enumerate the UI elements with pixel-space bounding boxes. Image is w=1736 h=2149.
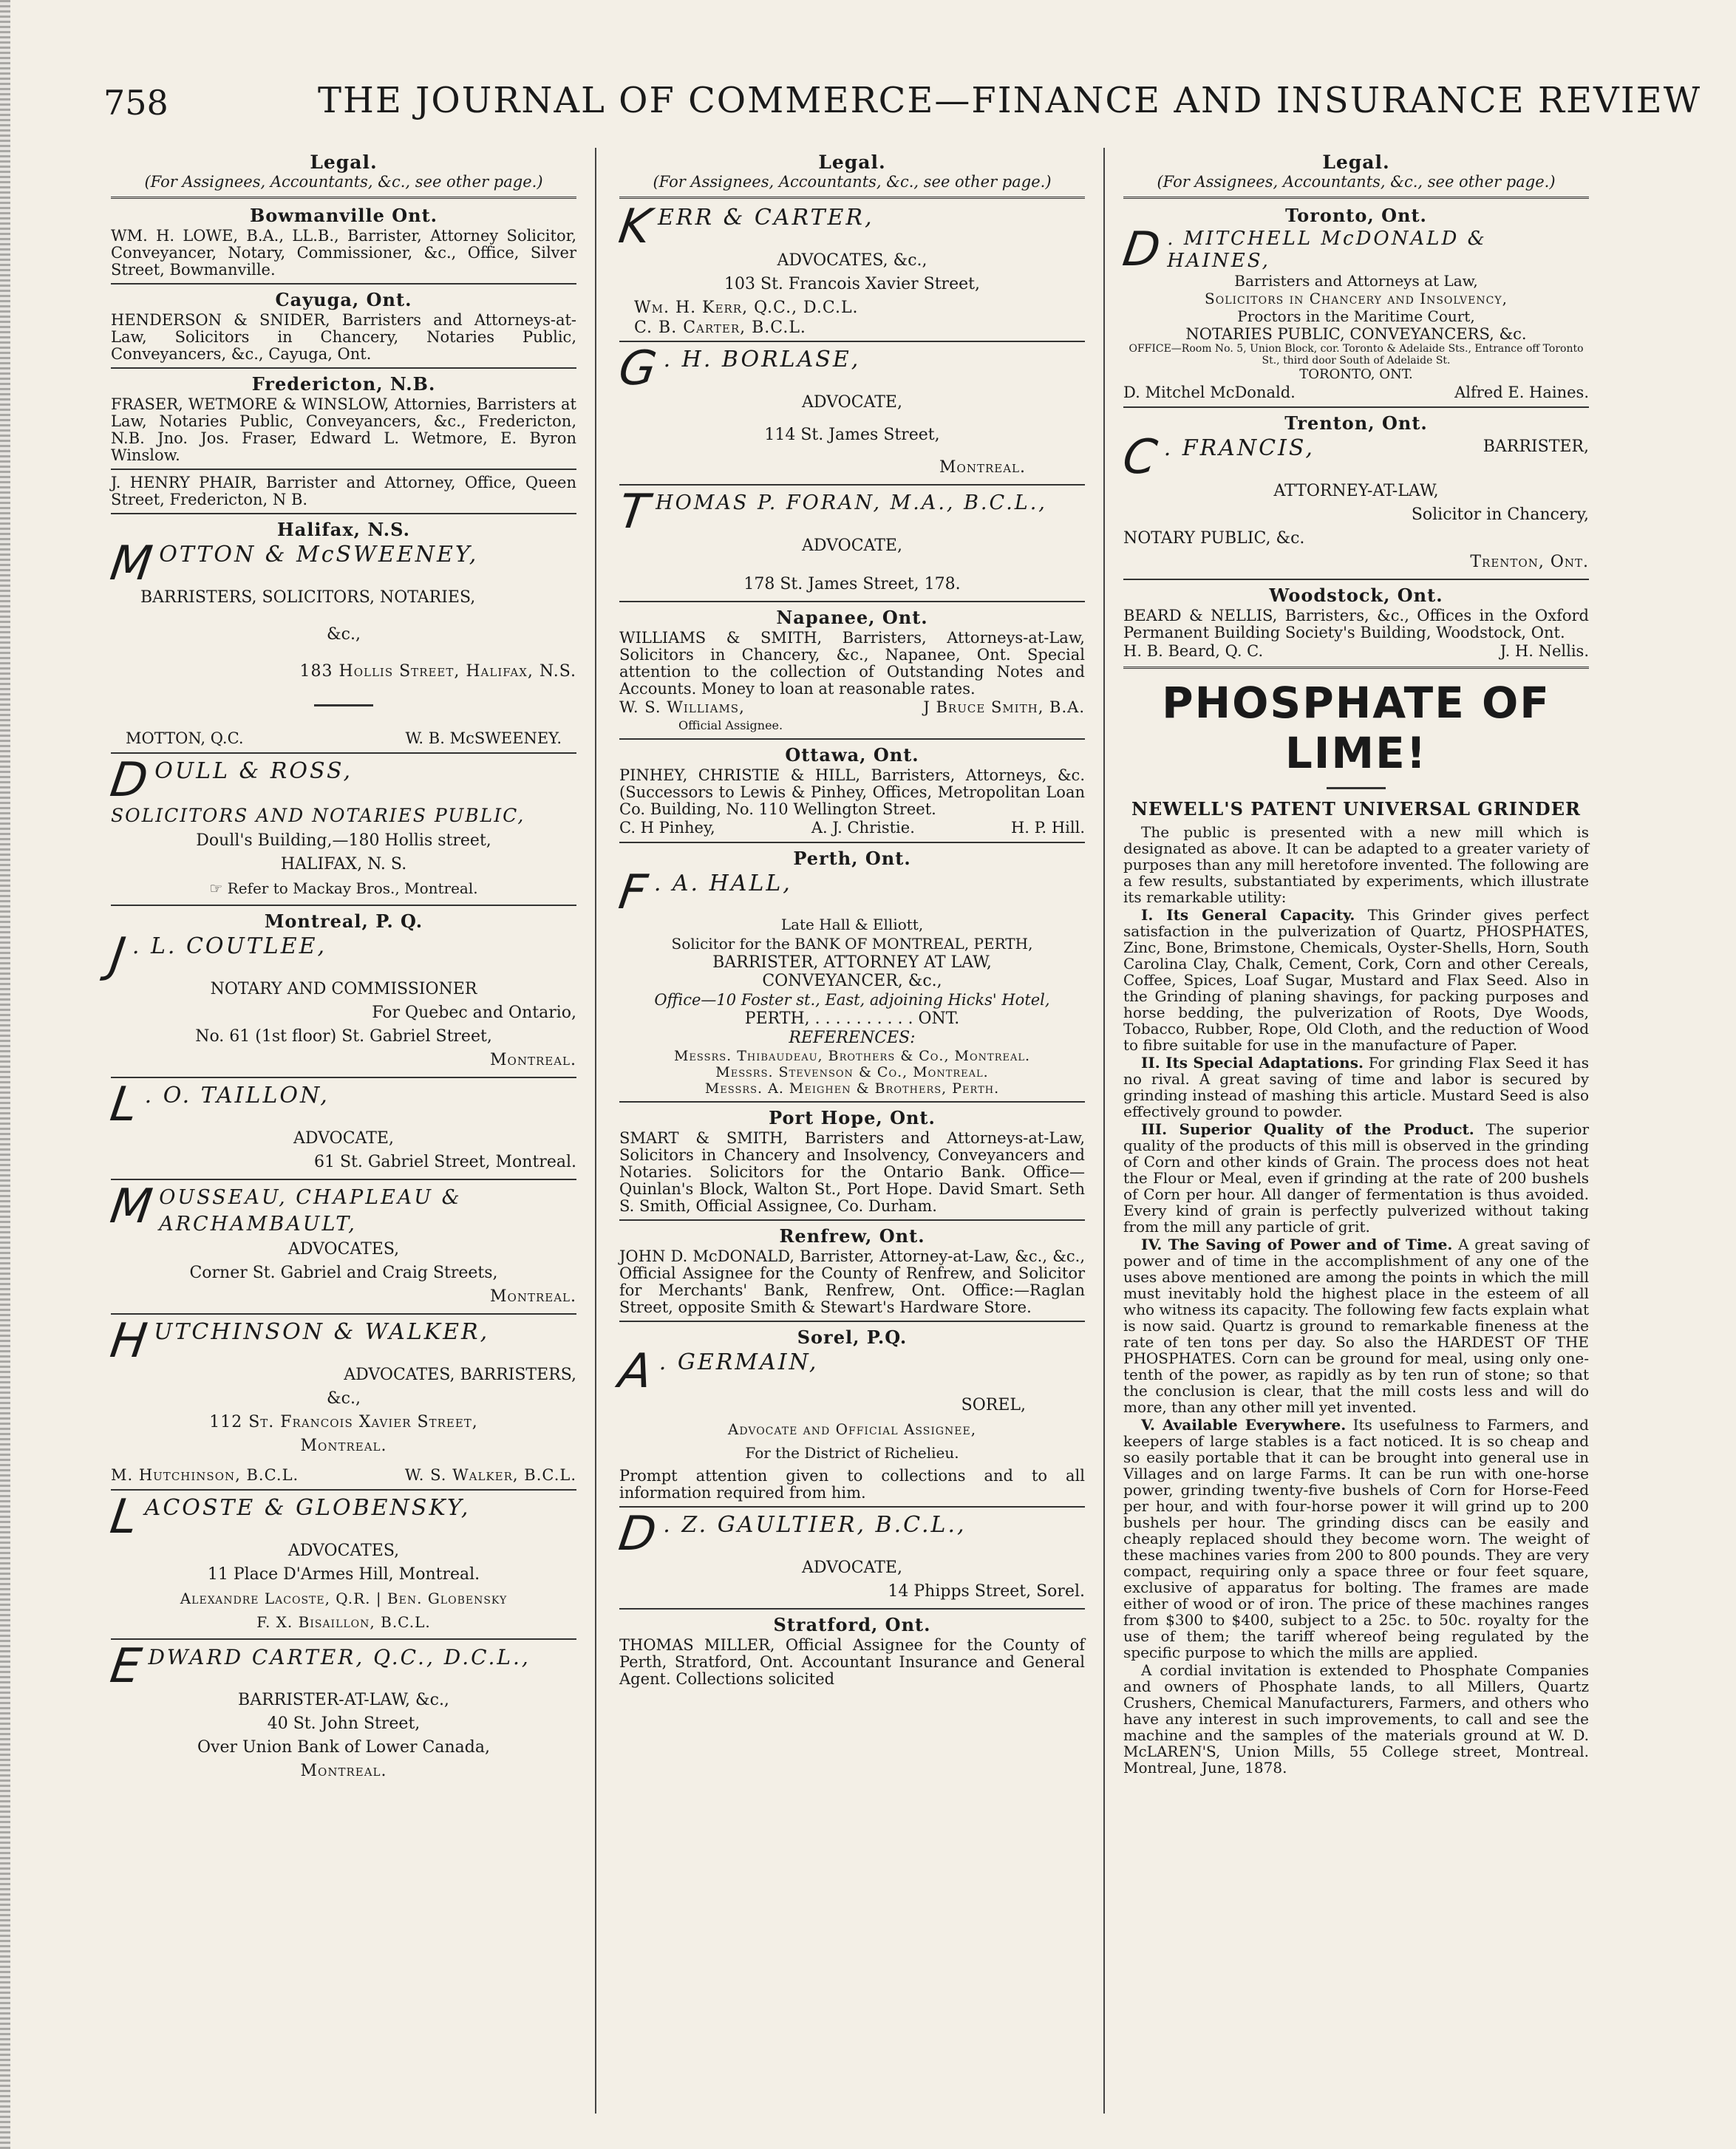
partner: W. S. Walker, B.C.L. <box>404 1466 576 1484</box>
ad-line: ADVOCATE, <box>802 537 902 555</box>
divider <box>619 738 1085 740</box>
page-header <box>103 80 1702 124</box>
firm-name: HOMAS P. FORAN, M.A., B.C.L., <box>656 491 1047 514</box>
column-3 <box>1119 151 1590 2117</box>
firm-name-text: . FRANCIS, <box>1163 435 1315 461</box>
ad-line: ADVOCATE, <box>802 393 902 412</box>
ad-line: 114 St. James Street, <box>764 426 940 444</box>
city-heading: Bowmanville Ont. <box>249 205 438 226</box>
ad-mcdonald: JOHN D. McDONALD, Barrister, Attorney-at-Law, &c., &c., Official Assignee for the County of Renfrew, and Solicitor for Merchants' Bank, Renfrew, Ont. Office:—Raglan Street, opposite Smith & Stewart's Hardware Store. <box>619 1247 1085 1316</box>
ad-line: Prompt attention given to collections and to all information required from him. <box>619 1467 1085 1502</box>
ad-line: ADVOCATE, <box>802 1559 902 1577</box>
ad-line: ADVOCATES, BARRISTERS, <box>344 1366 576 1384</box>
ad-partners <box>111 729 576 748</box>
ad-line: ATTORNEY-AT-LAW, <box>1273 482 1439 500</box>
city-heading: Fredericton, N.B. <box>251 373 436 395</box>
partner: W. B. McSWEENEY. <box>405 729 562 747</box>
section-3 <box>1123 1121 1589 1235</box>
ad-henderson: HENDERSON & SNIDER, Barristers and Attorneys-at-Law, Solicitors in Chancery, Notaries Public, Conveyancers, &c., Cayuga, Ont. <box>111 311 576 363</box>
firm-name: . A. HALL, <box>653 871 792 896</box>
ad-line: Advocate and Official Assignee, <box>727 1420 977 1438</box>
ad-line: NOTARY AND COMMISSIONER <box>210 980 477 998</box>
drop-cap: G <box>615 341 660 396</box>
drop-cap: C <box>1119 430 1160 485</box>
divider <box>111 469 576 470</box>
ad-line: ADVOCATES, <box>287 1240 400 1259</box>
ad-mousseau <box>106 1179 576 1309</box>
ad-line: ☞ Refer to Mackay Bros., Montreal. <box>209 879 478 897</box>
ad-kerr <box>615 200 1085 337</box>
ad-line: Alexandre Lacoste, Q.R. | Ben. Globensky <box>180 1590 508 1607</box>
divider <box>619 1321 1085 1322</box>
divider <box>1123 667 1589 669</box>
divider <box>1123 406 1589 408</box>
section-1 <box>1123 907 1589 1053</box>
section-heading: III. Superior Quality of the Product. <box>1141 1120 1474 1138</box>
firm-name: ACOSTE & GLOBENSKY, <box>144 1495 471 1521</box>
divider <box>111 197 576 199</box>
ad-partners <box>619 698 1085 717</box>
ad-borlase <box>615 341 1085 480</box>
ad-line: HALIFAX, N. S. <box>280 855 407 873</box>
ad-line: 103 St. Francois Xavier Street, <box>724 275 980 293</box>
ad-francis <box>1119 430 1589 574</box>
divider <box>111 1179 576 1180</box>
divider <box>111 1638 576 1640</box>
section-5 <box>1123 1417 1589 1661</box>
drop-cap: D <box>1119 222 1164 277</box>
partner: A. J. Christie. <box>811 819 915 837</box>
drop-cap: M <box>106 1179 156 1234</box>
ad-line: Wm. H. Kerr, Q.C., D.C.L. <box>634 299 859 317</box>
divider <box>619 484 1085 486</box>
column-2 <box>615 151 1085 2117</box>
ad-line: Montreal. <box>300 1437 387 1455</box>
ad-foran <box>615 485 1085 596</box>
divider <box>1123 579 1589 580</box>
drop-cap: M <box>106 537 156 591</box>
firm-name: . L. COUTLEE, <box>132 933 327 959</box>
column-1 <box>106 151 576 2117</box>
ad-taillon <box>106 1077 576 1174</box>
ad-line: Trenton, Ont. <box>1470 553 1589 571</box>
ad-line: Montreal. <box>300 1762 387 1780</box>
partner: W. S. Williams, <box>619 698 745 716</box>
drop-cap: E <box>106 1639 145 1694</box>
ad-line: For Quebec and Ontario, <box>372 1004 576 1022</box>
running-title: THE JOURNAL OF COMMERCE—FINANCE AND INSURANCE REVIEW <box>318 80 1702 121</box>
section-4 <box>1123 1236 1589 1415</box>
ad-line: 61 St. Gabriel Street, Montreal. <box>313 1153 576 1171</box>
partner: H. P. Hill. <box>1010 819 1085 837</box>
divider <box>619 1608 1085 1610</box>
city-heading: Trenton, Ont. <box>1284 412 1428 434</box>
ad-line: 112 St. Francois Xavier Street, <box>209 1413 478 1431</box>
ad-partners <box>1123 383 1589 402</box>
partner: J. H. Nellis. <box>1500 642 1589 660</box>
grinder-subheading: NEWELL'S PATENT UNIVERSAL GRINDER <box>1131 798 1581 820</box>
legal-subheading: (For Assignees, Accountants, &c., see other page.) <box>1157 173 1556 191</box>
drop-cap: D <box>106 753 152 808</box>
ad-line: Corner St. Gabriel and Craig Streets, <box>189 1264 498 1282</box>
city-heading: Renfrew, Ont. <box>779 1225 925 1247</box>
legal-subheading: (For Assignees, Accountants, &c., see other page.) <box>653 173 1052 191</box>
legal-heading: Legal. <box>1322 151 1390 173</box>
ad-line: Montreal. <box>939 458 1026 477</box>
drop-cap: L <box>106 1490 141 1545</box>
divider <box>111 283 576 285</box>
divider <box>619 1506 1085 1508</box>
partner: H. B. Beard, Q. C. <box>1123 642 1264 660</box>
drop-cap: D <box>615 1507 660 1561</box>
section-text: This Grinder gives perfect satisfaction in the pulverization of Quartz, PHOSPHATES, Zinc, Bone, Brimstone, Chemicals, Oyster-Shells, Horn, South Carolina Clay, Chalk, Cement, Cork, Corn and other Cereals, Coffee, Spices, Loaf Sugar, Mustard and Flax Seed. Also in the Grinding of planing shavings, for packing purposes and horse bedding, the pulverization of Roots, Dye Woods, Tobacco, Rubber, Rope, Old Cloth, and the reduction of Wood to fibre suitable for use in the manufacture of Paper. <box>1123 906 1590 1054</box>
section-heading: II. Its Special Adaptations. <box>1141 1054 1364 1072</box>
divider <box>111 1489 576 1491</box>
partner: C. H Pinhey, <box>619 819 715 837</box>
firm-name: . MITCHELL McDONALD & HAINES, <box>1167 228 1487 272</box>
section-text: A great saving of power and of time in the accomplishment of any one of the uses above mentioned are among the points in which the mill must inevitably hold the highest place in the esteem of all who witness its capacity. The following few facts explain what is now said. Quartz is ground to remarkable fineness at the rate of ten tons per day. So also the HARDEST OF THE PHOSPHATES. Corn can be ground for meal, using only one-tenth of the power, as rapidly as by ten run of stone; so that the conclusion is clear, that the mill costs less and will do more, than any other mill yet invented. <box>1123 1236 1590 1416</box>
section-heading: I. Its General Capacity. <box>1141 906 1355 924</box>
ad-line: 14 Phipps Street, Sorel. <box>888 1582 1085 1601</box>
firm-name: UTCHINSON & WALKER, <box>154 1319 490 1345</box>
ad-line: Solicitor in Chancery, <box>1411 505 1589 524</box>
intro-paragraph: The public is presented with a new mill which is designated as above. It can be adapted to a greater variety of purposes than any mill heretofore invented. The following are a few results, substantiated by experiments, which illustrate its remarkable utility: <box>1123 823 1589 906</box>
city-heading: Perth, Ont. <box>793 848 911 869</box>
ad-line: Office—10 Foster st., East, adjoining Hicks' Hotel, <box>654 991 1050 1009</box>
city-heading: Cayuga, Ont. <box>275 289 412 310</box>
ad-line: NOTARIES PUBLIC, CONVEYANCERS, &c. <box>1185 325 1527 343</box>
divider <box>619 1101 1085 1103</box>
divider <box>1327 787 1386 789</box>
ad-mitchell <box>1119 222 1589 402</box>
section-text: The superior quality of the products of this mill is observed in the grinding of Corn and other kinds of Grain. The process does not heat the Flour or Meal, even if grinding at the rate of 200 bushels of Corn per hour. All danger of fermentation is thus avoided. Every kind of grain is perfectly pulverized without taking from the mill any particle of grit. <box>1123 1120 1590 1236</box>
ad-partners <box>1123 641 1589 661</box>
ad-line: BARRISTER, <box>1483 437 1589 456</box>
ad-line: PERTH, . . . . . . . . . . ONT. <box>744 1009 960 1028</box>
ad-line: Solicitor for the BANK OF MONTREAL, PERTH, <box>671 935 1033 953</box>
city-heading: Port Hope, Ont. <box>769 1107 936 1128</box>
ad-carter <box>106 1639 576 1783</box>
ad-doull <box>106 753 576 900</box>
ad-line: Late Hall & Elliott, <box>780 916 924 933</box>
partner: MOTTON, Q.C. <box>126 729 244 747</box>
city-heading: Napanee, Ont. <box>776 607 928 628</box>
ad-line: ADVOCATES, <box>287 1542 400 1560</box>
ad-line: CONVEYANCER, &c., <box>762 972 942 990</box>
ad-line: Messrs. Thibaudeau, Brothers & Co., Montreal. <box>673 1048 1031 1064</box>
ad-line: Montreal. <box>490 1051 576 1069</box>
legal-subheading: (For Assignees, Accountants, &c., see other page.) <box>144 173 543 191</box>
drop-cap: T <box>615 485 653 539</box>
ad-line: TORONTO, ONT. <box>1299 367 1413 382</box>
ad-line: ADVOCATE, <box>293 1129 394 1148</box>
city-heading: Montreal, P. Q. <box>264 910 423 932</box>
firm-name <box>1164 435 1589 462</box>
section-text: Its usefulness to Farmers, and keepers of large stables is a fact noticed. It is so cheap and so easily portable that it can be brought into general use in Villages and on large Farms. It can be run with one-horse power, grinding twenty-five bushels of Corn for Horse-Feed per hour, and with four-horse power it will grind up to 200 bushels per hour. The grinding discs can be easily and cheaply replaced should they become worn. The weight of these machines varies from 200 to 800 pounds. They are very compact, requiring only a space three or four feet square, exclusive of apparatus for bolting. The frames are made either of wood or of iron. The price of these machines ranges from $300 to $400, subject to a 25c. to 50c. royalty for the use of them; the tariff whereof being regulated by the specific purpose to which the mills are applied. <box>1123 1416 1589 1661</box>
drop-cap: F <box>615 865 651 920</box>
ad-beard: BEARD & NELLIS, Barristers, &c., Offices in the Oxford Permanent Building Society's Building, Woodstock, Ont. <box>1123 607 1589 641</box>
divider <box>1123 197 1589 199</box>
divider <box>111 905 576 906</box>
partner: Alfred E. Haines. <box>1454 384 1589 401</box>
divider <box>619 341 1085 342</box>
divider <box>619 197 1085 199</box>
divider <box>111 752 576 754</box>
firm-name: OUSSEAU, CHAPLEAU & ARCHAMBAULT, <box>159 1186 462 1236</box>
ad-lowe: WM. H. LOWE, B.A., LL.B., Barrister, Attorney Solicitor, Conveyancer, Notary, Commissioner, &c., Office, Silver Street, Bowmanville. <box>111 227 576 279</box>
ad-germain <box>615 1344 1085 1502</box>
ad-line: 11 Place D'Armes Hill, Montreal. <box>207 1565 480 1584</box>
city-heading: Ottawa, Ont. <box>785 744 919 766</box>
ad-line: BARRISTER-AT-LAW, &c., <box>238 1691 449 1709</box>
divider <box>111 1313 576 1315</box>
firm-name: . GERMAIN, <box>658 1349 819 1375</box>
ad-line: REFERENCES: <box>789 1029 916 1047</box>
ad-line: For the District of Richelieu. <box>745 1444 959 1462</box>
ad-partners <box>111 1465 576 1485</box>
partner: D. Mitchel McDonald. <box>1123 384 1296 401</box>
ad-line: Barristers and Attorneys at Law, <box>1234 272 1478 290</box>
drop-cap: L <box>106 1077 141 1132</box>
ad-line: Doull's Building,—180 Hollis street, <box>196 831 491 850</box>
firm-name: . Z. GAULTIER, B.C.L., <box>663 1512 967 1538</box>
partner: J Bruce Smith, B.A. <box>923 698 1085 716</box>
divider <box>111 1077 576 1078</box>
divider <box>619 601 1085 602</box>
ad-line: Messrs. Stevenson & Co., Montreal. <box>715 1064 989 1080</box>
ad-phair: J. HENRY PHAIR, Barrister and Attorney, Office, Queen Street, Fredericton, N B. <box>111 474 576 508</box>
ad-hutchinson <box>106 1314 576 1485</box>
city-heading: Toronto, Ont. <box>1285 205 1427 226</box>
firm-name: ERR & CARTER, <box>657 205 874 231</box>
divider <box>619 842 1085 843</box>
ad-line: BARRISTERS, SOLICITORS, NOTARIES, <box>140 588 476 607</box>
ad-line: No. 61 (1st floor) St. Gabriel Street, <box>195 1027 492 1046</box>
ad-line: &c., <box>327 625 361 644</box>
ad-line: Proctors in the Maritime Court, <box>1237 307 1475 325</box>
ad-miller: THOMAS MILLER, Official Assignee for the County of Perth, Stratford, Ont. Accountant Insurance and General Agent. Collections solicited <box>619 1636 1085 1688</box>
city-heading: Woodstock, Ont. <box>1269 585 1443 606</box>
drop-cap: K <box>615 200 655 254</box>
ad-lacoste <box>106 1490 576 1634</box>
ad-williams: WILLIAMS & SMITH, Barristers, Attorneys-at-Law, Solicitors in Chancery, &c., Napanee, Ont. Special attention to the collection of Outstanding Notes and Accounts. Money to loan at reasonable rates. <box>619 629 1085 698</box>
page-number: 758 <box>103 83 169 123</box>
ad-line: SOLICITORS AND NOTARIES PUBLIC, <box>111 805 525 826</box>
drop-cap: A <box>615 1344 656 1399</box>
column-rule <box>595 148 596 2114</box>
phosphate-headline: PHOSPHATE OF LIME! <box>1162 678 1551 778</box>
firm-name: . H. BORLASE, <box>663 347 861 372</box>
ad-line: &c., <box>327 1389 361 1408</box>
ad-line: Over Union Bank of Lower Canada, <box>197 1738 490 1757</box>
divider <box>111 367 576 369</box>
city-heading: Halifax, N.S. <box>277 519 410 540</box>
ad-line: C. B. Carter, B.C.L. <box>634 319 806 337</box>
firm-name: OULL & ROSS, <box>154 758 353 784</box>
ad-smart: SMART & SMITH, Barristers and Attorneys-at-Law, Solicitors in Chancery and Insolvency, Conveyancers and Notaries. Solicitors for the Ontario Bank. Office—Quinlan's Block, Walton St., Port Hope. David Smart. Seth S. Smith, Official Assignee, Co. Durham. <box>619 1129 1085 1215</box>
drop-cap: J <box>106 928 129 983</box>
ad-coutlee <box>106 928 576 1072</box>
closing-paragraph: A cordial invitation is extended to Phosphate Companies and owners of Phosphate lands, to all Millers, Quartz Crushers, Chemical Manufacturers, Farmers, and others who have any interest in such improvements, to call and see the machine and the samples of the materials ground at W. D. McLAREN'S, Union Mills, 55 College street, Montreal. Montreal, June, 1878. <box>1123 1661 1589 1777</box>
divider <box>111 513 576 514</box>
partner: M. Hutchinson, B.C.L. <box>111 1466 299 1484</box>
column-rule <box>1103 148 1105 2114</box>
ad-line: F. X. Bisaillon, B.C.L. <box>256 1613 431 1631</box>
section-heading: V. Available Everywhere. <box>1141 1416 1347 1434</box>
divider <box>619 1219 1085 1221</box>
ad-line: Solicitors in Chancery and Insolvency, <box>1205 290 1508 307</box>
ad-hall <box>615 865 1085 1097</box>
ad-note: Official Assignee. <box>678 718 783 732</box>
ad-line: 183 Hollis Street, Halifax, N.S. <box>299 662 576 681</box>
legal-heading: Legal. <box>818 151 886 173</box>
ad-line: 178 St. James Street, 178. <box>743 575 961 593</box>
ad-pinhey: PINHEY, CHRISTIE & HILL, Barristers, Attorneys, &c. (Successors to Lewis & Pinhey, Offices, Metropolitan Loan Co. Building, No. 110 Wellington Street. <box>619 766 1085 818</box>
ad-line: Montreal. <box>490 1287 576 1306</box>
section-text: For grinding Flax Seed it has no rival. A great saving of time and labor is secured by grinding instead of mashing this article. Mustard Seed is also effectively ground to powder. <box>1123 1054 1590 1120</box>
ad-partners <box>619 818 1085 837</box>
firm-name: . O. TAILLON, <box>144 1083 330 1108</box>
ad-line: 40 St. John Street, <box>267 1714 421 1733</box>
legal-heading: Legal. <box>310 151 378 173</box>
section-heading: IV. The Saving of Power and of Time. <box>1141 1236 1453 1253</box>
firm-name: OTTON & McSWEENEY, <box>159 542 479 568</box>
divider <box>314 704 373 706</box>
ad-line: NOTARY PUBLIC, &c. <box>1123 529 1305 548</box>
scan-edge <box>0 0 10 2149</box>
ad-line: ADVOCATES, &c., <box>777 251 927 270</box>
ad-line: OFFICE—Room No. 5, Union Block, cor. Toronto & Adelaide Sts., Entrance off Toronto St., third door South of Adelaide St. <box>1129 343 1584 367</box>
drop-cap: H <box>106 1314 151 1369</box>
section-2 <box>1123 1055 1589 1120</box>
ad-line: SOREL, <box>961 1396 1026 1414</box>
ad-motton <box>106 537 576 748</box>
firm-name: DWARD CARTER, Q.C., D.C.L., <box>148 1645 531 1669</box>
city-heading: Sorel, P.Q. <box>797 1326 908 1348</box>
ad-line: Messrs. A. Meighen & Brothers, Perth. <box>704 1080 1000 1097</box>
ad-fraser: FRASER, WETMORE & WINSLOW, Attornies, Barristers at Law, Notaries Public, Conveyancers, &c., Fredericton, N.B. Jno. Jos. Fraser, Edward L. Wetmore, E. Byron Winslow. <box>111 395 576 464</box>
ad-gaultier <box>615 1507 1085 1604</box>
ad-line: BARRISTER, ATTORNEY AT LAW, <box>712 953 992 972</box>
city-heading: Stratford, Ont. <box>773 1614 931 1635</box>
